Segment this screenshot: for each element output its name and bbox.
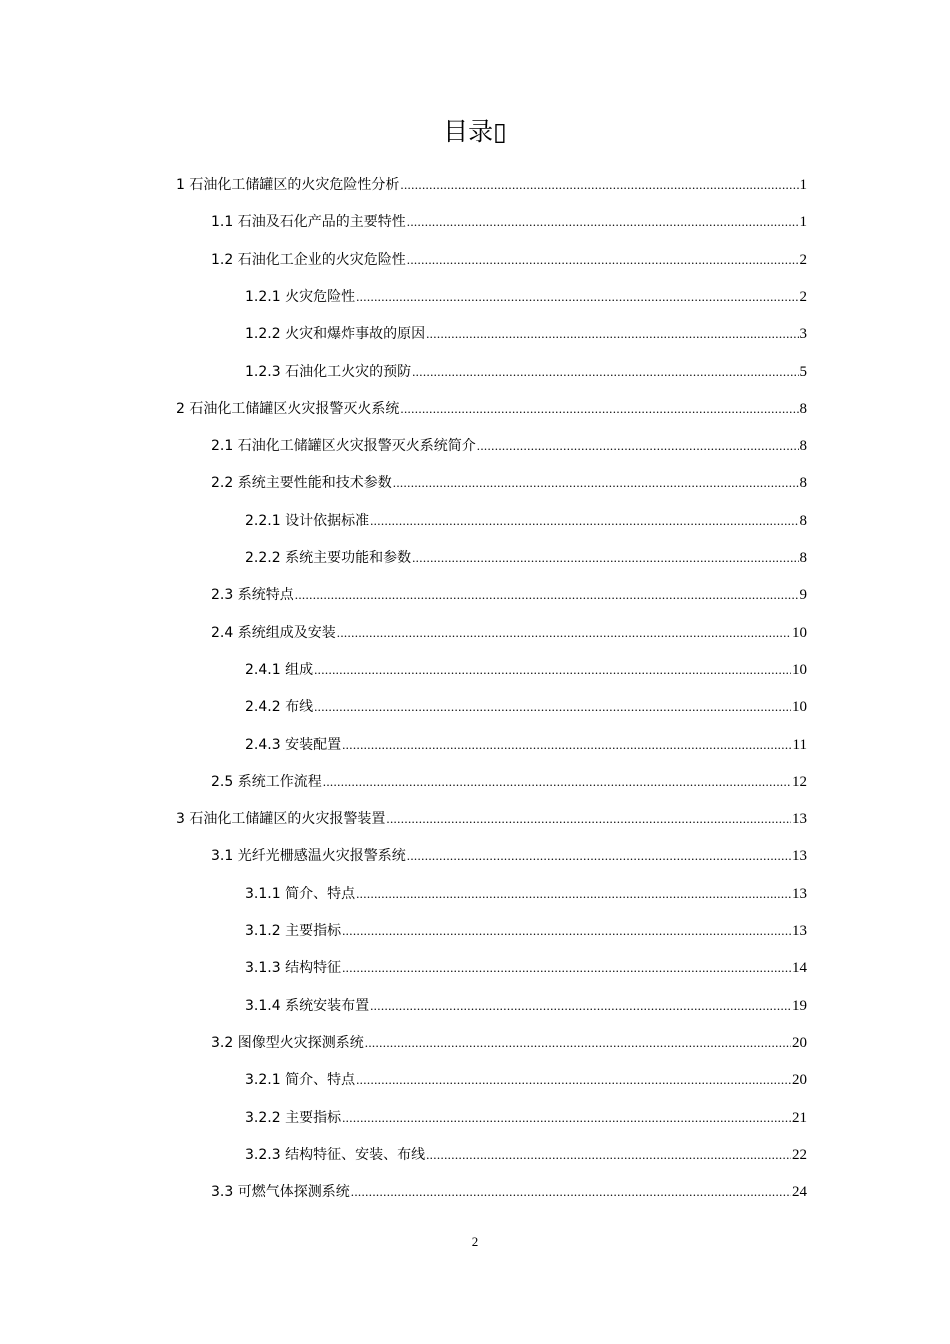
toc-dot-leader xyxy=(400,166,798,204)
toc-entry-page: 13 xyxy=(792,885,807,902)
toc-entry-page: 9 xyxy=(799,587,807,604)
toc-entry-label: 2.2 系统主要性能和技术参数 xyxy=(211,475,392,492)
toc-entry-page: 5 xyxy=(799,363,807,380)
toc-entry-page: 3 xyxy=(799,326,807,343)
toc-entry-label: 2.4.3 安装配置 xyxy=(245,736,342,753)
toc-entry-page: 22 xyxy=(792,1146,807,1163)
toc-entry[interactable] xyxy=(176,166,807,203)
toc-entry-page: 2 xyxy=(799,251,807,268)
toc-entry-page: 24 xyxy=(792,1184,807,1201)
toc-entry-label: 1.2.2 火灾和爆炸事故的原因 xyxy=(245,326,426,343)
toc-entry-label: 1.2.1 火灾危险性 xyxy=(245,288,356,305)
toc-dot-leader xyxy=(365,1024,791,1062)
toc-dot-leader xyxy=(407,241,799,279)
toc-entry-page: 8 xyxy=(799,512,807,529)
toc-entry-page: 19 xyxy=(792,997,807,1014)
toc-dot-leader xyxy=(342,912,791,950)
toc-entry[interactable] xyxy=(245,539,807,576)
toc-entry[interactable] xyxy=(245,688,807,725)
toc-entry[interactable] xyxy=(245,502,807,539)
toc-dot-leader xyxy=(295,576,799,614)
toc-entry-label: 3.3 可燃气体探测系统 xyxy=(211,1184,350,1201)
toc-entry[interactable] xyxy=(245,1136,807,1173)
toc-entry-page: 8 xyxy=(799,400,807,417)
toc-entry[interactable] xyxy=(211,576,807,613)
toc-dot-leader xyxy=(314,688,791,726)
toc-entry-label: 3.2 图像型火灾探测系统 xyxy=(211,1034,364,1051)
toc-entry-page: 13 xyxy=(792,811,807,828)
toc-entry-label: 3.2.1 简介、特点 xyxy=(245,1072,356,1089)
toc-entry[interactable] xyxy=(211,427,807,464)
toc-entry-label: 2 石油化工储罐区火灾报警灭火系统 xyxy=(176,400,400,417)
toc-dot-leader xyxy=(342,1099,791,1137)
toc-dot-leader xyxy=(314,651,791,689)
toc-dot-leader xyxy=(477,427,799,465)
toc-entry-label: 2.3 系统特点 xyxy=(211,587,294,604)
toc-entry-label: 3.1.2 主要指标 xyxy=(245,923,342,939)
toc-entry-page: 8 xyxy=(799,475,807,492)
toc-dot-leader xyxy=(351,1173,791,1211)
toc-entry-label: 1.1 石油及石化产品的主要特性 xyxy=(211,214,406,231)
toc-dot-leader xyxy=(407,203,799,241)
toc-entry[interactable] xyxy=(245,1099,807,1136)
toc-entry-label: 2.4.1 组成 xyxy=(245,661,314,678)
toc-entry[interactable] xyxy=(211,203,807,240)
page-title: 目录▯ xyxy=(443,117,507,146)
page-number: 2 xyxy=(471,1234,479,1249)
toc-entry-label: 3.1.1 简介、特点 xyxy=(245,885,356,902)
toc-entry[interactable] xyxy=(245,1061,807,1098)
toc-entry-page: 14 xyxy=(792,960,807,977)
toc-entry-page: 10 xyxy=(792,624,807,641)
toc-dot-leader xyxy=(337,614,791,652)
toc-entry[interactable] xyxy=(245,949,807,986)
toc-entry[interactable] xyxy=(211,837,807,874)
toc-dot-leader xyxy=(342,949,791,987)
toc-entry-label: 3 石油化工储罐区的火灾报警装置 xyxy=(176,811,386,828)
toc-entry-page: 10 xyxy=(792,699,807,716)
toc-entry[interactable] xyxy=(245,726,807,763)
toc-entry-label: 3.1.4 系统安装布置 xyxy=(245,997,370,1014)
toc-dot-leader xyxy=(356,875,791,913)
toc-entry[interactable] xyxy=(176,390,807,427)
toc-entry-label: 1.2.3 石油化工火灾的预防 xyxy=(245,363,412,380)
toc-dot-leader xyxy=(370,502,798,540)
toc-entry[interactable] xyxy=(245,912,807,949)
toc-dot-leader xyxy=(426,315,798,353)
toc-dot-leader xyxy=(400,390,798,428)
toc-entry-page: 8 xyxy=(799,438,807,455)
toc-entry-label: 2.1 石油化工储罐区火灾报警灭火系统简介 xyxy=(211,438,476,455)
toc-entry[interactable] xyxy=(211,464,807,501)
toc-entry[interactable] xyxy=(176,800,807,837)
toc-dot-leader xyxy=(356,1061,791,1099)
toc-dot-leader xyxy=(393,464,799,502)
toc-entry[interactable] xyxy=(211,1024,807,1061)
toc-entry[interactable] xyxy=(245,987,807,1024)
toc-entry[interactable] xyxy=(211,241,807,278)
toc-entry-label: 1.2 石油化工企业的火灾危险性 xyxy=(211,251,406,268)
toc-entry[interactable] xyxy=(211,614,807,651)
toc-entry-page: 12 xyxy=(792,773,807,790)
toc-dot-leader xyxy=(407,837,791,875)
toc-dot-leader xyxy=(412,539,798,577)
toc-entry-page: 13 xyxy=(792,923,807,939)
toc-entry-page: 13 xyxy=(792,848,807,865)
toc-dot-leader xyxy=(370,987,791,1025)
toc-entry-page: 1 xyxy=(799,214,807,231)
toc-entry[interactable] xyxy=(245,875,807,912)
toc-entry[interactable] xyxy=(245,278,807,315)
toc-dot-leader xyxy=(386,800,791,838)
toc-entry-page: 20 xyxy=(792,1072,807,1089)
toc-entry-label: 2.2.1 设计依据标准 xyxy=(245,512,370,529)
toc-entry-label: 2.2.2 系统主要功能和参数 xyxy=(245,550,412,566)
toc-entry-label: 3.1 光纤光栅感温火灾报警系统 xyxy=(211,848,406,865)
toc-entry-label: 3.2.2 主要指标 xyxy=(245,1109,342,1126)
toc-dot-leader xyxy=(342,726,791,764)
toc-dot-leader xyxy=(426,1136,791,1174)
toc-entry-page: 11 xyxy=(792,736,807,753)
toc-entry[interactable] xyxy=(245,315,807,352)
toc-entry-label: 3.2.3 结构特征、安装、布线 xyxy=(245,1146,426,1163)
toc-entry[interactable] xyxy=(245,651,807,688)
toc-entry-page: 20 xyxy=(792,1034,807,1051)
toc-dot-leader xyxy=(323,763,791,801)
toc-dot-leader xyxy=(356,278,798,316)
toc-entry-label: 3.1.3 结构特征 xyxy=(245,960,342,977)
toc-entry-label: 2.5 系统工作流程 xyxy=(211,773,322,790)
toc-entry[interactable] xyxy=(245,353,807,390)
toc-entry[interactable] xyxy=(211,1173,807,1210)
toc-entry-label: 1 石油化工储罐区的火灾危险性分析 xyxy=(176,177,400,193)
toc-entry[interactable] xyxy=(211,763,807,800)
toc-entry-page: 2 xyxy=(799,288,807,305)
toc-dot-leader xyxy=(412,353,798,391)
toc-entry-page: 21 xyxy=(792,1109,807,1126)
toc-entry-label: 2.4 系统组成及安装 xyxy=(211,624,336,641)
toc-entry-page: 10 xyxy=(792,661,807,678)
toc-entry-page: 1 xyxy=(799,177,807,193)
toc-entry-page: 8 xyxy=(799,550,807,566)
toc-entry-label: 2.4.2 布线 xyxy=(245,699,314,716)
